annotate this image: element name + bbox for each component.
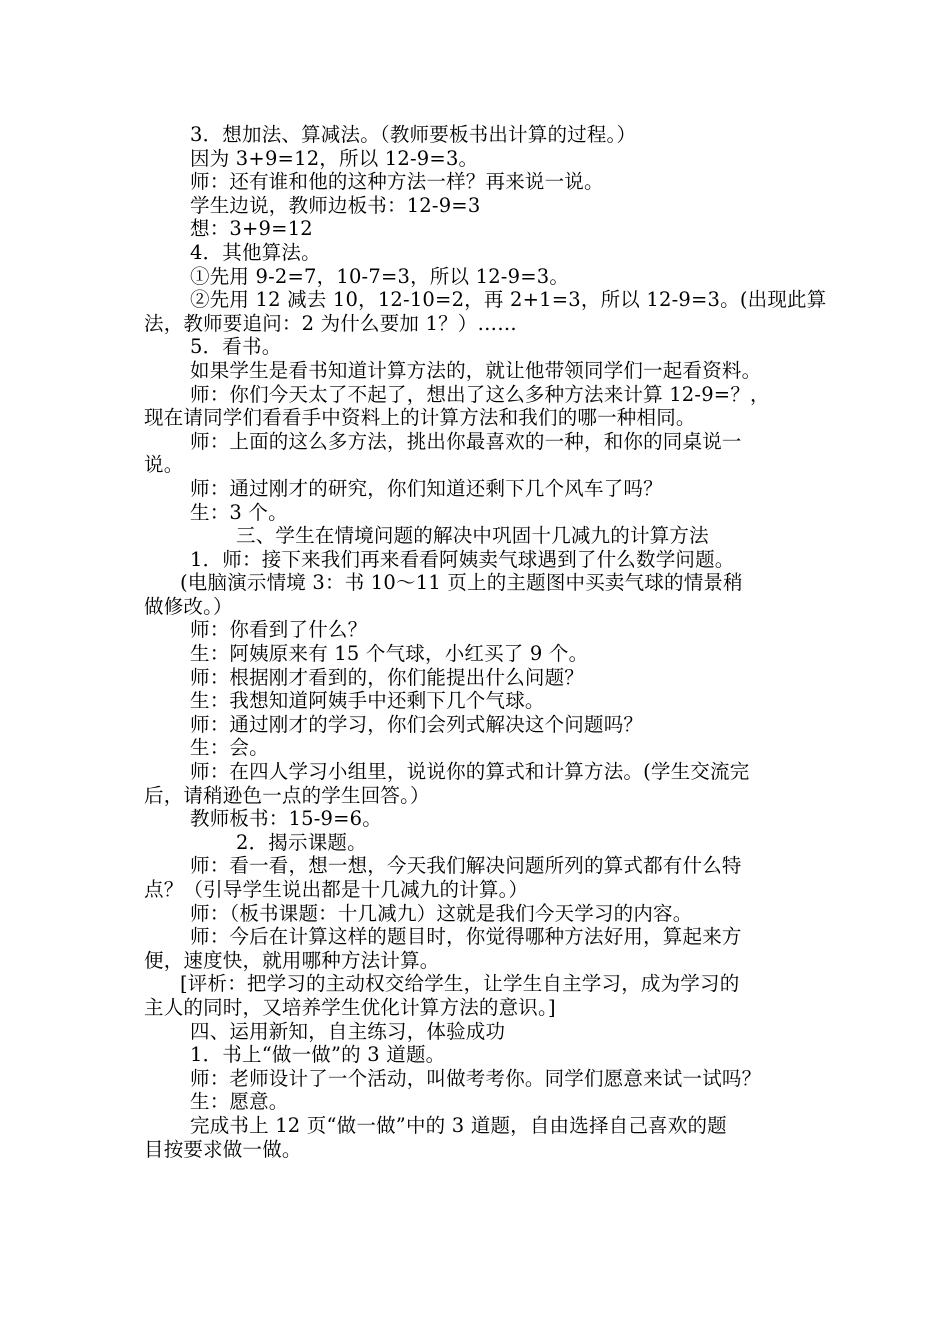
text-line: 5．看书。 xyxy=(190,335,282,359)
text-line: 做修改。） xyxy=(144,594,233,618)
text-line: 生：愿意。 xyxy=(190,1090,289,1114)
text-line: 师：通过刚才的学习，你们会列式解决这个问题吗？ xyxy=(190,712,644,736)
text-line: 师：看一看，想一想，今天我们解决问题所列的算式都有什么特 xyxy=(190,854,742,878)
text-line: 生：阿姨原来有 15 个气球，小红买了 9 个。 xyxy=(190,642,589,666)
text-line: 想：3+9=12 xyxy=(190,217,313,241)
text-line: 师：根据刚才看到的，你们能提出什么问题？ xyxy=(190,665,585,689)
text-line: 便，速度快，就用哪种方法计算。 xyxy=(144,948,440,972)
text-line: 目按要求做一做。 xyxy=(144,1137,302,1161)
text-line: 师：还有谁和他的这种方法一样？再来说一说。 xyxy=(190,170,604,194)
text-line: 主人的同时，又培养学生优化计算方法的意识。] xyxy=(144,995,556,1019)
text-line: 师：（板书课题：十几减九）这就是我们今天学习的内容。 xyxy=(190,901,693,925)
text-line: [评析：把学习的主动权交给学生，让学生自主学习，成为学习的 xyxy=(180,972,740,996)
text-line: 1．师：接下来我们再来看看阿姨卖气球遇到了什么数学问题。 xyxy=(190,547,735,571)
text-line: 如果学生是看书知道计算方法的，就让他带领同学们一起看资料。 xyxy=(190,358,762,382)
text-line: (电脑演示情境 3：书 10～11 页上的主题图中买卖气球的情景稍 xyxy=(180,571,743,595)
text-line: ①先用 9-2=7，10-7=3，所以 12-9=3。 xyxy=(190,264,570,288)
text-line: 点？（引导学生说出都是十几减九的计算。） xyxy=(144,878,529,901)
text-line: 四、运用新知，自主练习，体验成功 xyxy=(190,1019,506,1043)
text-line: 师：老师设计了一个活动，叫做考考你。同学们愿意来试一试吗？ xyxy=(190,1066,762,1090)
text-line: 教师板书：15-9=6。 xyxy=(190,807,382,831)
text-line: 生：会。 xyxy=(190,736,269,760)
text-line: 师：你看到了什么？ xyxy=(190,618,368,642)
text-line: 法，教师要追问：2 为什么要加 1？）…… xyxy=(144,311,517,335)
text-line: 师：今后在计算这样的题目时，你觉得哪种方法好用，算起来方 xyxy=(190,925,742,949)
text-line: ②先用 12 减去 10，12-10=2，再 2+1=3，所以 12-9=3。(出现此算 xyxy=(190,288,827,312)
text-line: 师：你们今天太了不起了，想出了这么多种方法来计算 12-9=？， xyxy=(190,382,770,406)
text-line: 师：在四人学习小组里，说说你的算式和计算方法。(学生交流完 xyxy=(190,760,750,784)
text-line: 生：我想知道阿姨手中还剩下几个气球。 xyxy=(190,689,545,713)
text-line: 2．揭示课题。 xyxy=(236,830,367,854)
text-line: 师：通过刚才的研究，你们知道还剩下几个风车了吗？ xyxy=(190,476,663,500)
text-line: 后，请稍逊色一点的学生回答。） xyxy=(144,783,430,807)
text-line: 1．书上“做一做”的 3 道题。 xyxy=(190,1043,446,1067)
text-line: 3．想加法、算减法。（教师要板书出计算的过程。） xyxy=(190,123,637,146)
text-line: 生：3 个。 xyxy=(190,500,288,524)
text-line: 三、学生在情境问题的解决中巩固十几减九的计算方法 xyxy=(236,524,709,548)
text-line: 4．其他算法。 xyxy=(190,240,321,264)
text-line: 现在请同学们看看手中资料上的计算方法和我们的哪一种相同。 xyxy=(144,406,696,430)
text-line: 说。 xyxy=(144,453,184,477)
text-line: 完成书上 12 页“做一做”中的 3 道题，自由选择自己喜欢的题 xyxy=(190,1113,727,1137)
document-body xyxy=(144,123,827,1161)
text-line: 因为 3+9=12，所以 12-9=3。 xyxy=(190,146,479,170)
text-line: 师：上面的这么多方法，挑出你最喜欢的一种，和你的同桌说一 xyxy=(190,429,742,453)
text-line: 学生边说，教师边板书：12-9=3 xyxy=(190,193,481,217)
